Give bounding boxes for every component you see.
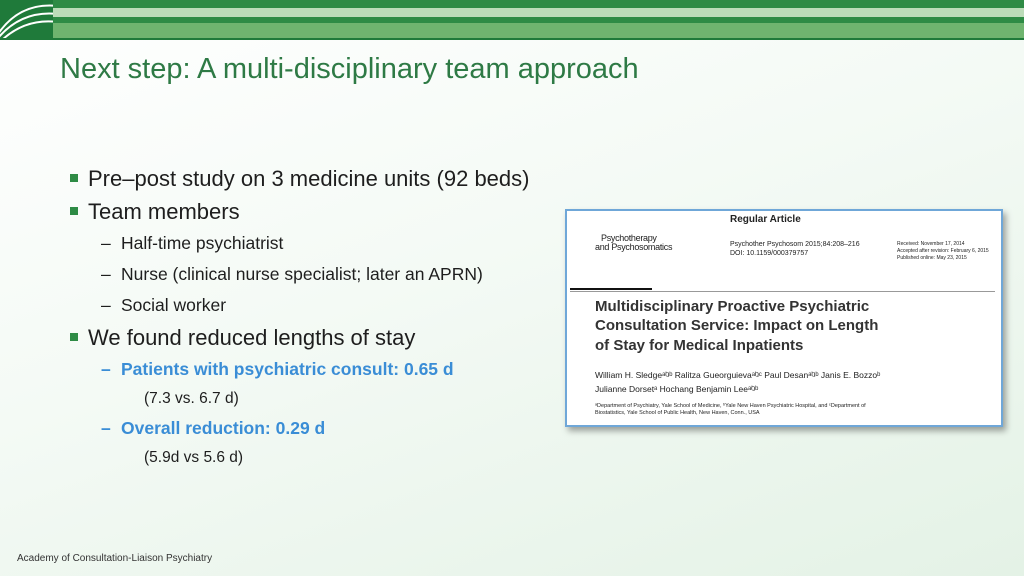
doi: DOI: 10.1159/000379757 [730,250,809,257]
bullet-marker-icon: – [101,264,111,284]
bullet-text: (7.3 vs. 6.7 d) [144,390,239,407]
bullet-item [68,321,568,354]
bullet-item [68,195,568,228]
bullet-list [68,162,568,472]
received-date: Received: November 17, 2014 [897,241,965,247]
bullet-text: We found reduced lengths of stay [88,325,416,350]
bullet-text: Pre–post study on 3 medicine units (92 beds) [88,166,530,191]
bullet-text: Half-time psychiatrist [121,233,284,253]
bullet-item [68,290,568,321]
bullet-text: Social worker [121,295,227,315]
accepted-date: Accepted after revision: February 6, 2015 [897,248,989,254]
header-stripe [53,23,1024,38]
bullet-marker-icon: – [101,418,111,438]
bullet-text: Team members [88,199,240,224]
bullet-item [68,413,568,444]
paper-title: Consultation Service: Impact on Length [595,317,879,334]
paper-title: Multidisciplinary Proactive Psychiatric [595,298,870,315]
bullet-item [68,228,568,259]
footer-text: Academy of Consultation-Liaison Psychiatry [17,553,213,564]
affiliations: Biostatistics, Yale School of Public Health, New Haven, Conn., USA [595,410,760,416]
bullet-item [68,259,568,290]
header-divider [0,38,1024,40]
affiliations: ᵃDepartment of Psychiatry, Yale School of Medicine, ᵇYale New Haven Psychiatric Hospital, and ᶜDepartment of [595,403,866,409]
citation: Psychother Psychosom 2015;84:208–216 [730,241,860,248]
bullet-text: Overall reduction: 0.29 d [121,418,326,438]
paper-title: of Stay for Medical Inpatients [595,337,804,354]
article-type: Regular Article [730,214,801,225]
logo-arcs-icon [0,0,53,38]
bullet-marker-icon [70,174,78,182]
bullet-item [68,354,568,385]
journal-logo: Psychotherapy [601,233,657,243]
published-date: Published online: May 23, 2015 [897,255,967,261]
bullet-detail [68,444,568,472]
slide-title: Next step: A multi-disciplinary team approach [60,53,639,85]
bullet-marker-icon [70,207,78,215]
bullet-marker-icon: – [101,359,111,379]
bullet-marker-icon: – [101,295,111,315]
authors: William H. Sledgeᵃⱒᵇ Ralitza Gueorguievaᵃⱒᶜ Paul Desanᵃⱒᵇ Janis E. Bozzoᵇ [595,370,881,380]
bullet-marker-icon: – [101,233,111,253]
bullet-detail [68,385,568,413]
rule [570,291,995,292]
bullet-text: Patients with psychiatric consult: 0.65 d [121,359,454,379]
bullet-marker-icon [70,333,78,341]
paper-screenshot [565,209,1003,427]
rule [570,288,652,290]
header-stripe [53,0,1024,8]
bullet-item [68,162,568,195]
organization-logo [0,0,53,38]
bullet-text: (5.9d vs 5.6 d) [144,449,244,466]
header-stripe [53,8,1024,17]
bullet-text: Nurse (clinical nurse specialist; later an APRN) [121,264,483,284]
journal-logo: and Psychosomatics [595,242,673,252]
authors: Julianne Dorsetᵃ Hochang Benjamin Leeᵃⱒᵇ [595,384,759,394]
